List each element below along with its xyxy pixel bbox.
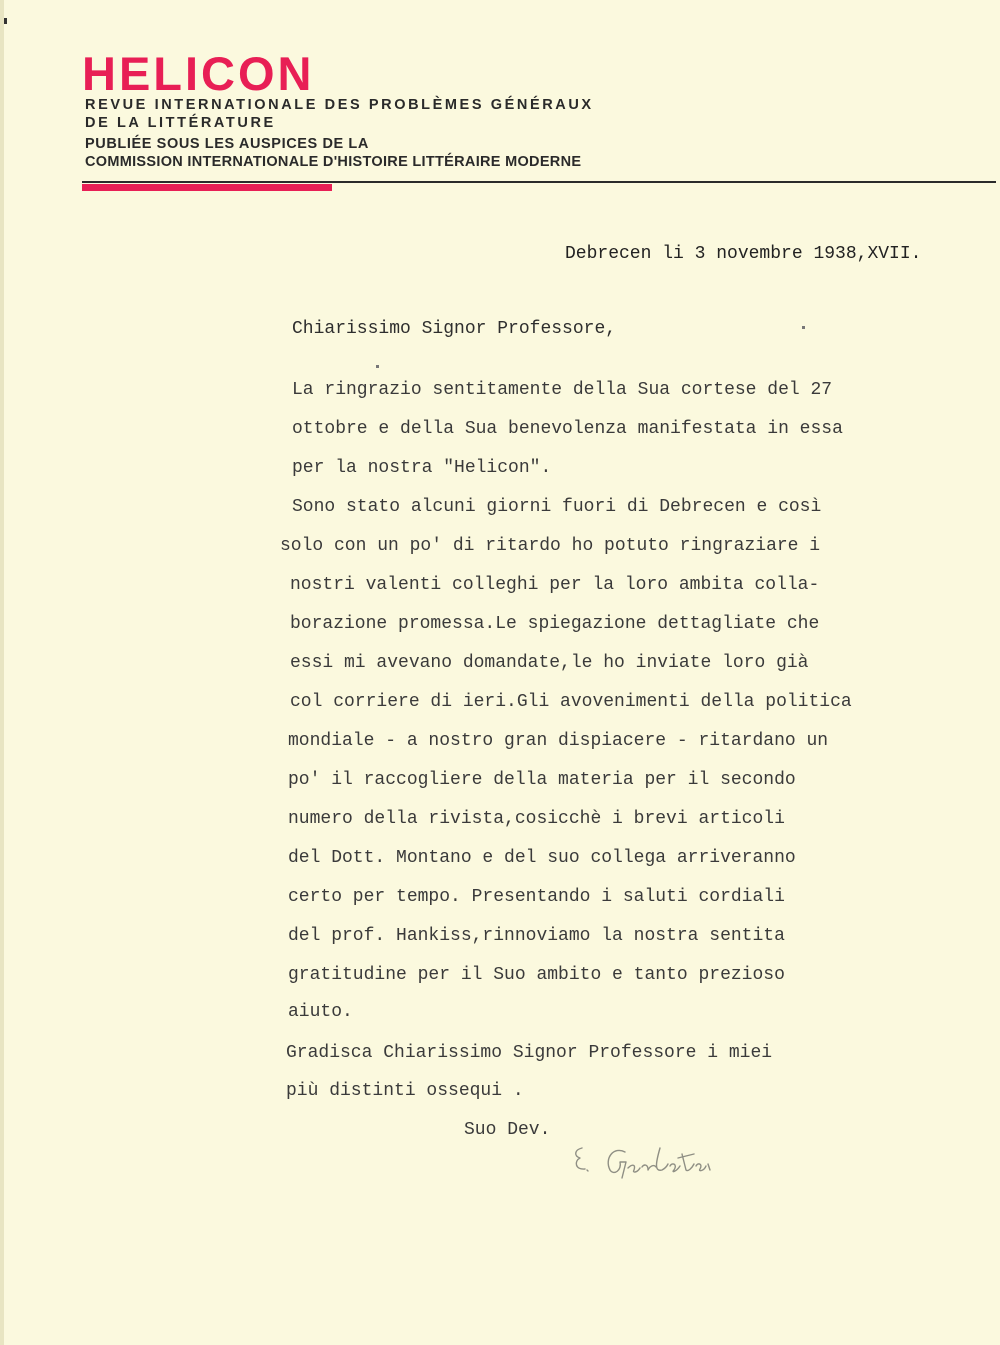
letter-line: ottobre e della Sua benevolenza manifestata in essa xyxy=(292,419,843,439)
letter-line: mondiale - a nostro gran dispiacere - ritardano un xyxy=(288,731,829,751)
letter-line: Gradisca Chiarissimo Signor Professore i miei xyxy=(286,1043,773,1063)
journal-subtitle-line-2: DE LA LITTÉRATURE xyxy=(85,115,276,131)
letter-line: del Dott. Montano e del suo collega arriveranno xyxy=(288,848,796,868)
letter-line: più distinti ossequi . xyxy=(286,1081,524,1101)
letter-line: per la nostra "Helicon". xyxy=(292,458,552,478)
letter-line: solo con un po' di ritardo ho potuto ringraziare i xyxy=(280,536,821,556)
letter-line: La ringrazio sentitamente della Sua cortese del 27 xyxy=(292,380,833,400)
page-left-edge xyxy=(0,0,4,1345)
auspices-line-1: PUBLIÉE SOUS LES AUSPICES DE LA xyxy=(85,136,369,152)
journal-subtitle-line-1: REVUE INTERNATIONALE DES PROBLÈMES GÉNÉRAUX xyxy=(85,97,594,113)
letter-date: Debrecen li 3 novembre 1938,XVII. xyxy=(565,244,922,264)
letter-line: Sono stato alcuni giorni fuori di Debrecen e così xyxy=(292,497,822,517)
stray-mark xyxy=(802,326,805,329)
signature xyxy=(570,1140,720,1185)
stray-mark xyxy=(376,365,379,368)
letterhead-divider xyxy=(82,181,996,183)
letter-line: certo per tempo. Presentando i saluti cordiali xyxy=(288,887,785,907)
auspices-line-2: COMMISSION INTERNATIONALE D'HISTOIRE LITTÉRAIRE MODERNE xyxy=(85,154,582,170)
letter-line: del prof. Hankiss,rinnoviamo la nostra sentita xyxy=(288,926,785,946)
handwritten-signature xyxy=(570,1140,720,1185)
letter-line: borazione promessa.Le spiegazione dettagliate che xyxy=(290,614,820,634)
letter-line: aiuto. xyxy=(288,1002,353,1022)
journal-title: HELICON xyxy=(82,47,315,100)
closing: Suo Dev. xyxy=(464,1120,551,1140)
letter-line: essi mi avevano domandate,le ho inviate loro già xyxy=(290,653,809,673)
letter-line: gratitudine per il Suo ambito e tanto prezioso xyxy=(288,965,785,985)
letter-line: po' il raccogliere della materia per il secondo xyxy=(288,770,796,790)
letter-line: numero della rivista,cosicchè i brevi articoli xyxy=(288,809,785,829)
letter-line: nostri valenti colleghi per la loro ambita colla- xyxy=(290,575,820,595)
letter-line: col corriere di ieri.Gli avovenimenti della politica xyxy=(290,692,852,712)
letterhead-accent-bar xyxy=(82,184,332,191)
edge-mark xyxy=(4,18,7,24)
salutation: Chiarissimo Signor Professore, xyxy=(292,319,617,339)
